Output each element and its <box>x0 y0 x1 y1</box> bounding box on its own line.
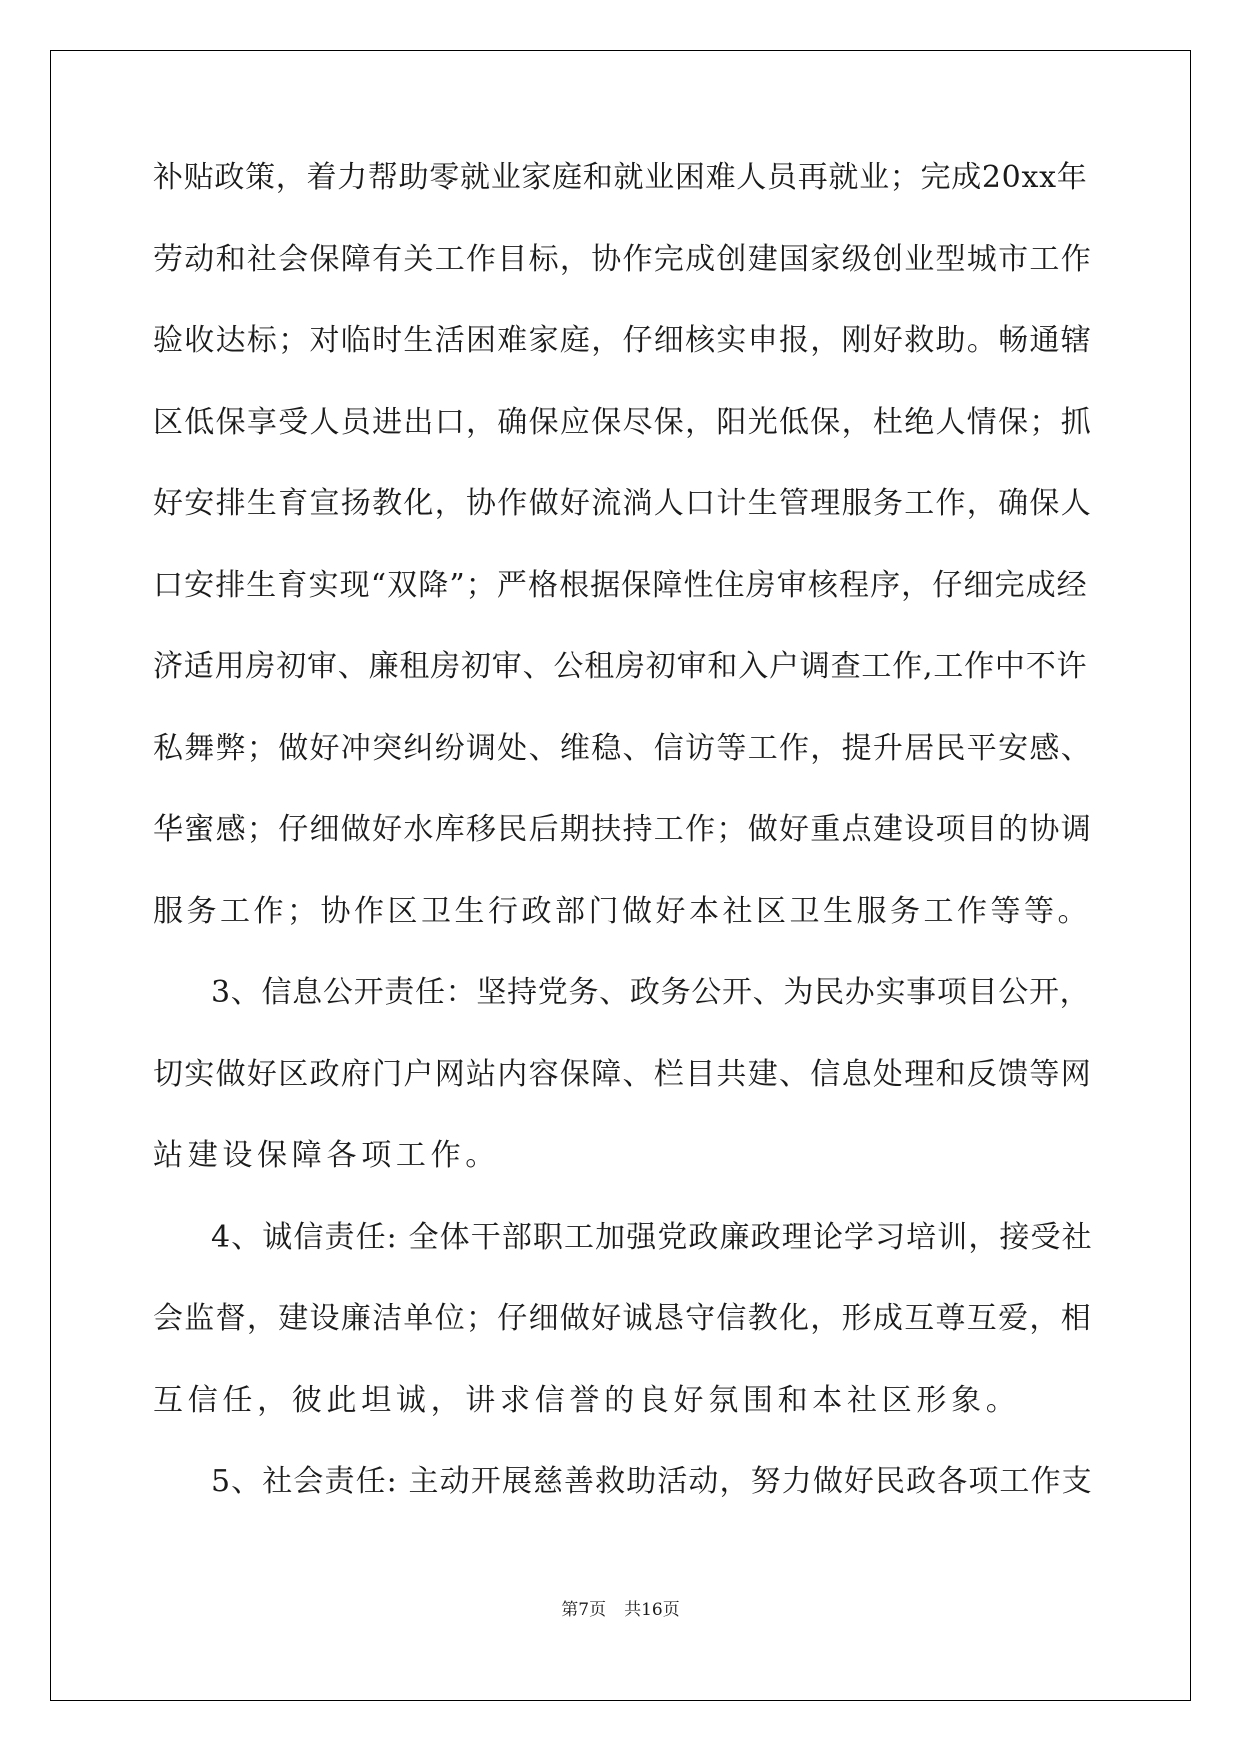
text-line: 切实做好区政府门户网站内容保障、栏目共建、信息处理和反馈等网 <box>153 1056 1092 1092</box>
text-line: 会监督，建设廉洁单位；仔细做好诚恳守信教化，形成互尊互爱，相 <box>153 1301 1092 1336</box>
page-number: 第7页 <box>561 1600 607 1620</box>
text-line: 服务工作；协作区卫生行政部门做好本社区卫生服务工作等等。 <box>153 893 1091 929</box>
text-line: 济适用房初审、廉租房初审、公租房初审和入户调查工作,工作中不许 <box>153 649 1088 684</box>
text-line: 区低保享受人员进出口，确保应保尽保，阳光低保，杜绝人情保；抓 <box>153 404 1092 440</box>
page-footer <box>0 1600 1241 1620</box>
document-body <box>153 160 1093 1549</box>
paragraph-start-line: 5、社会责任: 主动开展慈善救助活动，努力做好民政各项工作支 <box>211 1464 1093 1499</box>
text-line: 华蜜感；仔细做好水库移民后期扶持工作；做好重点建设项目的协调 <box>153 812 1092 847</box>
text-line: 补贴政策，着力帮助零就业家庭和就业困难人员再就业；完成20xx年 <box>153 160 1088 195</box>
paragraph-start-line: 3、信息公开责任：坚持党务、政务公开、为民办实事项目公开， <box>211 975 1091 1010</box>
text-line: 互信任，彼此坦诚，讲求信誉的良好氛围和本社区形象。 <box>153 1382 1021 1418</box>
text-line: 站建设保障各项工作。 <box>153 1138 500 1173</box>
text-line: 劳动和社会保障有关工作目标，协作完成创建国家级创业型城市工作 <box>153 241 1092 277</box>
paragraph-start-line: 4、诚信责任: 全体干部职工加强党政廉政理论学习培训，接受社 <box>211 1219 1093 1255</box>
text-line: 验收达标；对临时生活困难家庭，仔细核实申报，刚好救助。畅通辖 <box>153 323 1092 358</box>
text-line: 口安排生育实现“双降”；严格根据保障性住房审核程序，仔细完成经 <box>153 567 1088 603</box>
page-total: 共16页 <box>624 1600 680 1620</box>
text-line: 好安排生育宣扬教化，协作做好流淌人口计生管理服务工作，确保人 <box>153 486 1092 521</box>
text-line: 私舞弊；做好冲突纠纷调处、维稳、信访等工作，提升居民平安感、 <box>153 730 1092 766</box>
